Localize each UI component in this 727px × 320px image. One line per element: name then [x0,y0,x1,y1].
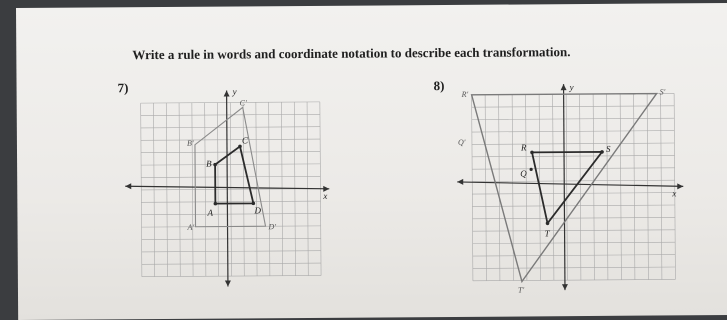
problem-8-grid-hline [472,155,674,156]
problem-8-grid-hline [472,180,674,181]
problem-8-grid-hline [473,279,675,280]
problem-7-label-c-prime: C' [239,98,247,108]
problem-8-point-r [530,151,534,155]
problem-8-grid-hline [472,143,674,144]
problem-8-label-s-prime: S' [659,87,666,97]
problem-7-label-d-prime: D' [268,222,277,232]
problem-7-x-label: x [323,190,328,201]
problem-8-grid-hline [473,230,675,231]
problem-8-grid-vline [593,94,594,280]
problem-8-number: 8) [433,78,445,94]
problem-8-label-r-prime: R' [461,89,469,99]
problem-8-preimage-shape [532,152,602,223]
problem-7-label-b: B [206,158,212,169]
problem-8-grid-vline [647,94,648,280]
problem-8-y-arrow [561,84,567,90]
problem-8-grid-vline [526,94,527,280]
problem-8-grid-hline [472,106,674,107]
problem-7-label-b-prime: B' [186,138,194,148]
problem-7-label-d: D [254,205,261,216]
problem-7-number: 7) [117,80,129,96]
worksheet-page [16,3,727,320]
problem-8-grid-hline [472,193,674,194]
problem-8-graph [16,3,727,320]
problem-8-grid-hline [473,267,675,268]
problem-8-grid-vline [580,94,581,280]
problem-8-label-s: S [605,143,611,154]
problem-8-x-arrow-left [457,179,463,185]
problem-7-y-label: y [232,86,237,97]
problem-8-grid-vline [607,94,608,280]
instruction-text: Write a rule in words and coordinate notation to describe each transformation. [132,44,571,63]
problem-8-grid-vline [553,94,554,280]
problem-8-grid-vline [512,95,513,281]
problem-8-y-axis [564,84,565,290]
problem-7-label-a-prime: A' [187,222,195,232]
problem-8-label-t-prime: T' [517,285,525,295]
problem-8-label-r: R [520,142,527,153]
problem-8-label-t: T [544,228,550,239]
problem-7-label-c: C [241,135,248,146]
problem-8-label-q: Q [520,168,527,179]
problem-8-grid-vline [499,95,500,281]
problem-8-grid-hline [473,242,675,243]
problem-8-grid-vline [620,94,621,280]
problem-8-point-s [600,150,604,154]
problem-8-point-q [530,168,533,171]
problem-8-grid-vline [566,94,567,280]
problem-8-grid-hline [472,118,674,119]
problem-8-grid-vline [634,94,635,280]
problem-8-grid-hline [472,205,674,206]
problem-8-grid-hline [472,131,674,132]
problem-8-grid-vline [485,95,486,281]
problem-8-y-label: y [569,82,574,93]
problem-8-x-label: x [672,188,677,199]
problem-8-point-t [546,221,550,225]
problem-8-label-q-prime: Q' [457,137,466,147]
problem-8-grid-vline [472,95,473,281]
problem-7-label-a: A [207,207,213,218]
problem-8-grid-hline [472,217,674,218]
problem-8-x-arrow [677,183,683,189]
problem-8-grid [472,93,676,280]
problem-8-y-arrow-down [562,284,568,290]
problem-8-grid-hline [472,168,674,169]
problem-8-grid-hline [473,255,675,256]
